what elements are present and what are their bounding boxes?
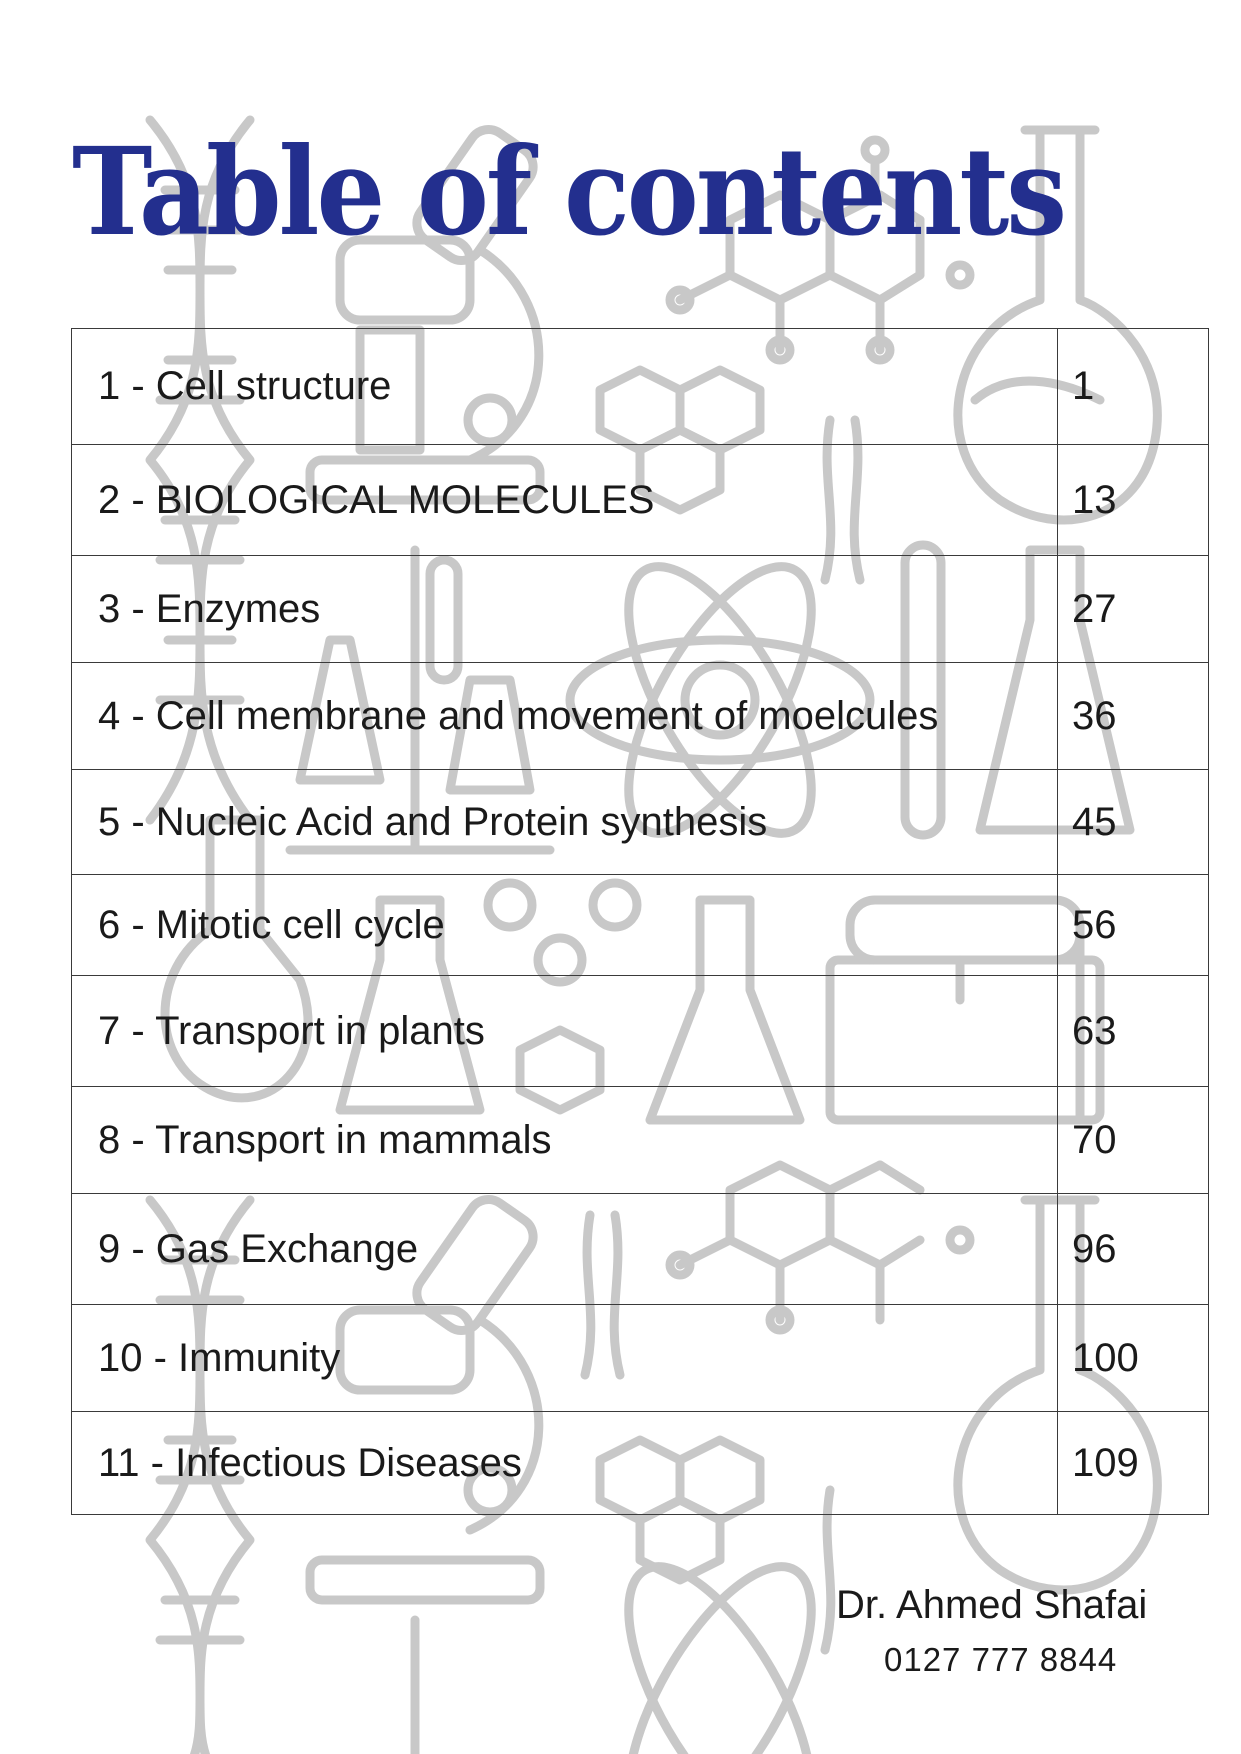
toc-chapter-title: 7 - Transport in plants — [72, 976, 1058, 1087]
toc-chapter-title: 10 - Immunity — [72, 1305, 1058, 1412]
toc-chapter-title: 4 - Cell membrane and movement of moelcules — [72, 663, 1058, 770]
toc-chapter-title: 1 - Cell structure — [72, 329, 1058, 445]
toc-page-number: 96 — [1058, 1194, 1209, 1305]
toc-page-number: 36 — [1058, 663, 1209, 770]
toc-row — [72, 1087, 1209, 1194]
toc-page-number: 109 — [1058, 1412, 1209, 1515]
toc-chapter-title: 9 - Gas Exchange — [72, 1194, 1058, 1305]
toc-chapter-title: 5 - Nucleic Acid and Protein synthesis — [72, 770, 1058, 875]
toc-row — [72, 770, 1209, 875]
toc-chapter-title: 8 - Transport in mammals — [72, 1087, 1058, 1194]
toc-chapter-title: 6 - Mitotic cell cycle — [72, 875, 1058, 976]
toc-row — [72, 976, 1209, 1087]
toc-chapter-title: 11 - Infectious Diseases — [72, 1412, 1058, 1515]
toc-page-number: 1 — [1058, 329, 1209, 445]
toc-page-number: 70 — [1058, 1087, 1209, 1194]
toc-page-number: 56 — [1058, 875, 1209, 976]
toc-page-number: 100 — [1058, 1305, 1209, 1412]
author-phone: 0127 777 8844 — [884, 1641, 1118, 1678]
page-title: Table of contents — [72, 122, 1065, 264]
toc-row — [72, 1194, 1209, 1305]
toc-page-number: 13 — [1058, 445, 1209, 556]
toc-row — [72, 1305, 1209, 1412]
toc-page-number: 45 — [1058, 770, 1209, 875]
toc-row — [72, 663, 1209, 770]
toc-chapter-title: 3 - Enzymes — [72, 556, 1058, 663]
author-name: Dr. Ahmed Shafai — [836, 1583, 1148, 1627]
toc-page-number: 27 — [1058, 556, 1209, 663]
toc-row — [72, 875, 1209, 976]
toc-row — [72, 556, 1209, 663]
toc-chapter-title: 2 - BIOLOGICAL MOLECULES — [72, 445, 1058, 556]
toc-row — [72, 445, 1209, 556]
toc-row — [72, 329, 1209, 445]
toc-page-number: 63 — [1058, 976, 1209, 1087]
toc-row — [72, 1412, 1209, 1515]
table-of-contents — [71, 328, 1209, 1515]
